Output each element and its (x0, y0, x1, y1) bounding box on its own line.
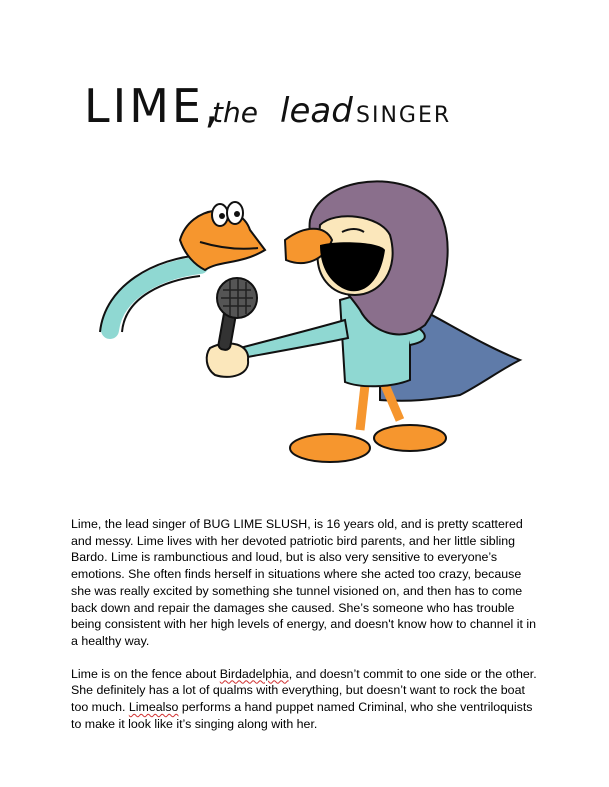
paragraph-1: Lime, the lead singer of BUG LIME SLUSH, is 16 years old, and is pretty scattered and messy. Lime lives with her devoted patriotic bird parents, and her little sibling Bardo. Lime is rambunctious and loud, but is also very sensitive to everyone’s emotions. She often finds herself in situations where she acted too crazy, because she was really excited by something she tunnel visioned on, and then has to come back down and repair the damages she caused. She’s someone who has trouble being consistent with her high levels of energy, and doesn't know how to channel it in a healthy way. (71, 517, 537, 648)
left-foot (290, 434, 370, 462)
handwritten-title (80, 70, 500, 140)
p2-text-e: performs a hand puppet named Criminal, who she ventriloquists to make it look like it’s singing along with her. (71, 700, 533, 731)
right-foot (374, 425, 446, 451)
lime-drawing (80, 170, 530, 475)
page-title (80, 70, 500, 140)
title-singer: SINGER (356, 103, 452, 128)
description-text (71, 516, 541, 748)
spellcheck-word-limealso: Limealso (128, 700, 179, 715)
left-leg (360, 385, 365, 430)
p2-text-c: , and doesn’t commit to one side or the other. She definitely has a lot of qualms with everything, but doesn’t want to rock the boat too much. (71, 666, 537, 715)
paragraph-2 (71, 666, 541, 733)
character-illustration (80, 170, 530, 475)
title-the: the (212, 96, 258, 129)
p2-text-a: Lime is on the fence about (71, 666, 220, 681)
title-lime: LIME, (84, 79, 222, 133)
puppet-pupil-left (219, 213, 225, 219)
spellcheck-word-birdadelphia: Birdadelphia (219, 666, 289, 681)
left-arm (240, 320, 348, 358)
puppet-pupil-right (234, 211, 240, 217)
title-lead: lead (280, 91, 353, 131)
